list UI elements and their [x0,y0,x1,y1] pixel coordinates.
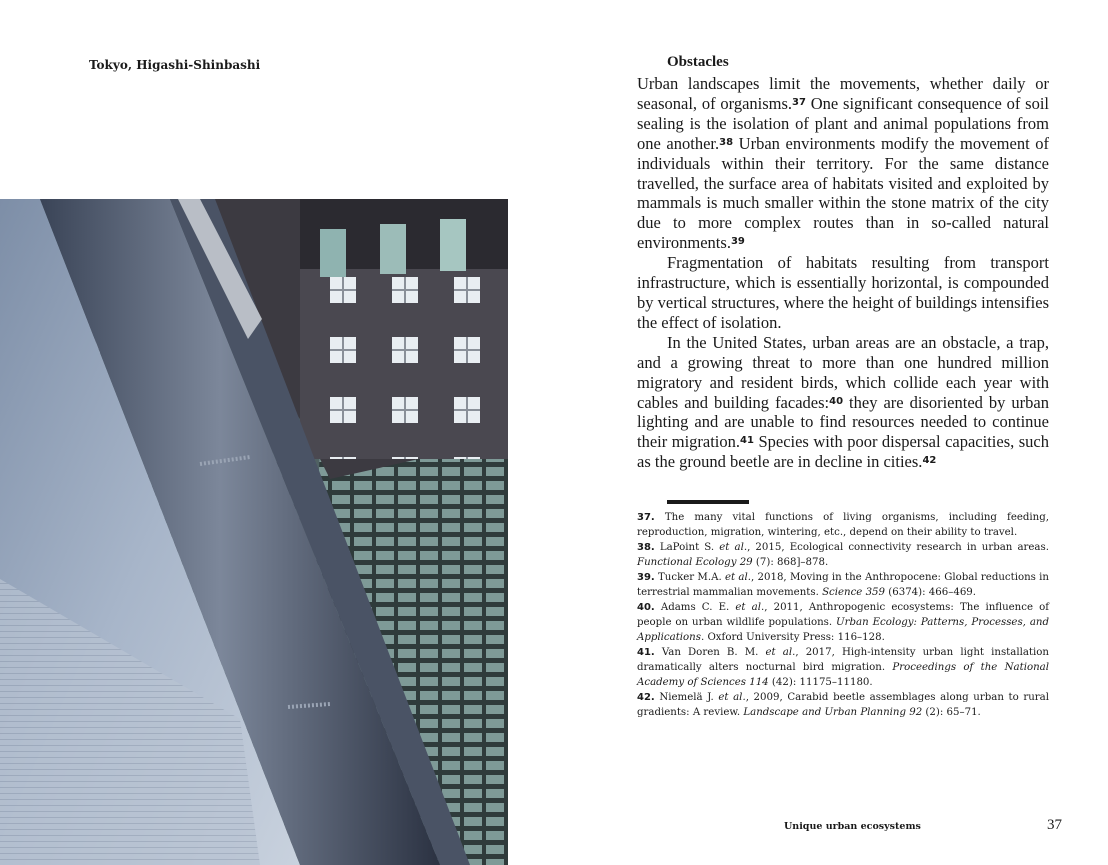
footnote-text: (2): 65–71. [922,707,981,718]
photo-caption: Tokyo, Higashi-Shinbashi [89,58,261,72]
footnote-text: , 2018, Moving in the Anthropocene: Global reductions in terrestrial mammalian movements. [637,572,1049,598]
paragraph-3 [637,333,1049,472]
footnote-divider [667,500,749,504]
footnote-text: (6374): 466–469. [885,587,977,598]
footnote-text: The many vital functions of living organisms, including feeding, reproduction, migration, wintering, etc., depend on their ability to travel. [637,512,1049,538]
footnote-italic: Urban Ecology: Patterns, Processes, and Applications. [637,617,1050,643]
footnote-text: , 2015, Ecological connectivity research in urban areas. [747,542,1049,553]
footnote-text: Tucker M.A. [658,572,725,583]
footnote-ref[interactable]: 37 [792,96,806,108]
footnote-ref[interactable]: 39 [730,236,745,248]
footnote-italic: et al. [725,572,751,583]
footnote-ref[interactable]: 41 [740,435,754,447]
footnote-text: Oxford University Press: 116–128. [704,632,885,643]
footnote-number: 42. [637,692,655,703]
paragraph-text: Species with poor dispersal capacities, such as the ground beetle are in decline in cities. [637,432,1049,472]
footnote-37 [637,510,1049,540]
footnote-number: 41. [637,647,655,658]
paragraph-text: One significant consequence of soil sealing is the isolation of plant and animal populations from one another. [637,93,1049,153]
footnote-italic: et al. [765,647,796,658]
footnote-text: LaPoint S. [659,542,720,553]
paragraph-2 [637,253,1049,333]
footnote-number: 38. [637,542,655,553]
footnote-39 [637,570,1049,600]
footnote-text: , 2011, Anthropogenic ecosystems: The influence of people on urban wildlife populations. [637,602,1049,628]
footnote-italic: Functional Ecology 29 [637,557,753,568]
footnote-text: , 2009, Carabid beetle assemblages along urban to rural gradients: A review. [637,692,1049,718]
page-number: 37 [1047,817,1062,833]
footnote-text: (7): 868]–878. [752,557,829,568]
footnote-italic: et al. [735,602,765,613]
footnote-38 [637,540,1049,570]
footnote-italic: Proceedings of the National Academy of Sciences 114 [637,662,1049,688]
footnote-italic: et al. [719,542,748,553]
footnote-ref[interactable]: 38 [719,136,734,148]
building-photo [0,199,508,865]
paragraph-text: they are disoriented by urban lighting and are unable to find resources needed to continue their migration. [637,392,1049,452]
footnote-number: 37. [637,512,655,523]
running-footer: Unique urban ecosystems [784,821,921,832]
footnote-italic: Science 359 [822,587,886,598]
section-heading: Obstacles [667,54,729,70]
paragraph-1 [637,74,1049,253]
paragraph-text: In the United States, urban areas are an obstacle, a trap, and a growing threat to more than one hundred million migratory and resident birds, which collide each year with cables and building facades: [637,332,1049,412]
footnote-41 [637,645,1049,690]
paragraph-text: Urban landscapes limit the movements, whether daily or seasonal, of organisms. [637,74,1049,113]
footnote-40 [637,600,1049,645]
footnote-text: Adams C. E. [660,602,736,613]
footnote-text: , 2017, High-intensity urban light installation dramatically alters nocturnal bird migration. [637,647,1049,673]
paragraph-text: Urban environments modify the movement of individuals within their territory. For the same distance travelled, the surface area of habitats visited and exploited by mammals is much smaller within the stone matrix of the city due to more complex routes than in so-called natural environments. [637,133,1050,253]
footnote-ref[interactable]: 40 [829,395,844,407]
footnote-42 [637,690,1049,720]
footnote-ref[interactable]: 42 [922,455,937,467]
footnote-italic: Landscape and Urban Planning 92 [743,707,923,718]
footnote-italic: et al. [718,692,746,703]
footnote-number: 40. [637,602,655,613]
footnote-number: 39. [637,572,655,583]
footnote-text: (42): 11175–11180. [768,677,873,688]
footnote-text: Van Doren B. M. [661,647,766,658]
body-text [637,74,1049,472]
footnote-text: Niemelä J. [659,692,719,703]
paragraph-text: Fragmentation of habitats resulting from transport infrastructure, which is essentially horizontal, is compounded by vertical structures, where the height of buildings intensifies the effect of isolation. [637,253,1049,332]
footnotes [637,510,1049,720]
